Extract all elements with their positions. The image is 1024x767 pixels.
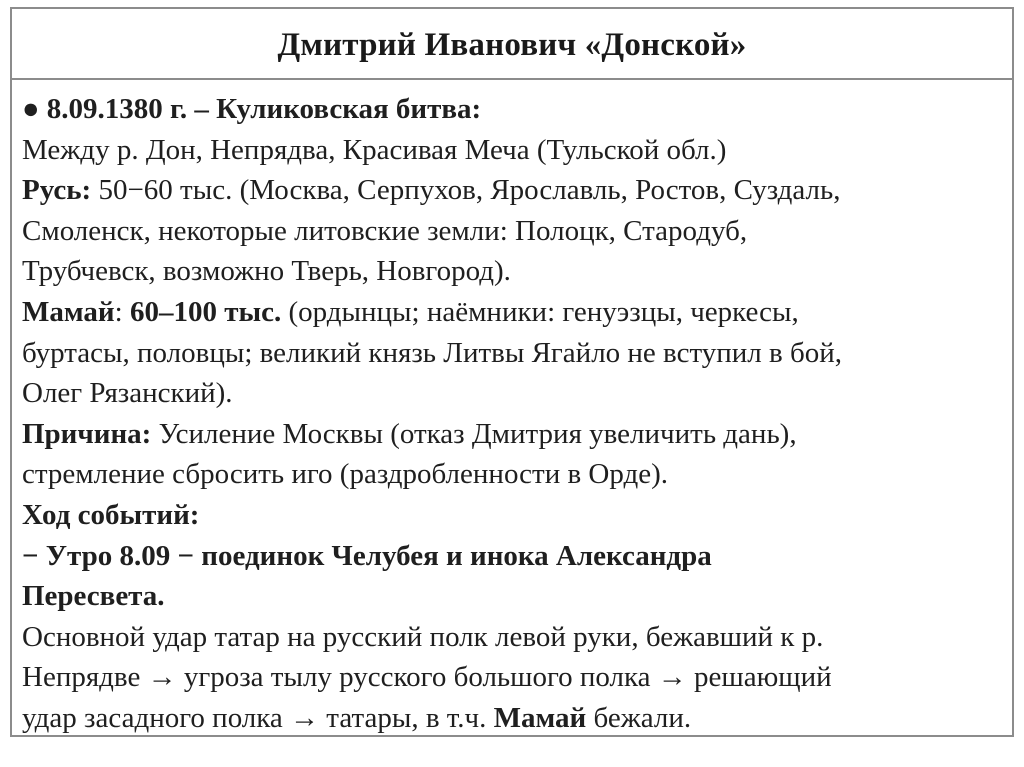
text-line xyxy=(22,373,1002,414)
text-segment: (ордынцы; наёмники: генуэзцы, черкесы, xyxy=(281,295,799,328)
text-segment: удар засадного полка → татары, в т.ч. xyxy=(22,701,494,734)
text-line xyxy=(22,495,1002,536)
title-cell xyxy=(12,9,1012,80)
bold-text: ● 8.09.1380 г. – Куликовская битва: xyxy=(22,93,482,125)
text-segment: Основной удар татар на русский полк левой руки, бежавший к р. xyxy=(22,620,824,653)
text-line xyxy=(22,698,1002,739)
text-segment: Смоленск, некоторые литовские земли: Полоцк, Стародуб, xyxy=(22,214,748,247)
text-line xyxy=(22,657,1002,698)
bold-text: Мамай xyxy=(493,701,587,734)
text-line xyxy=(22,617,1002,658)
bold-text: Пересвета. xyxy=(22,580,165,613)
text-segment: стремление сбросить иго (раздробленности в Орде). xyxy=(22,458,669,491)
content-cell xyxy=(12,80,1012,739)
bold-text: Мамай xyxy=(22,295,115,328)
text-segment: буртасы, половцы; великий князь Литвы Ягайло не вступил в бой, xyxy=(22,336,842,369)
text-line xyxy=(22,576,1002,617)
text-line xyxy=(22,454,1002,495)
text-segment: Трубчевск, возможно Тверь, Новгород). xyxy=(22,255,511,288)
text-line xyxy=(22,211,1002,252)
text-segment: Усиление Москвы (отказ Дмитрия увеличить дань), xyxy=(151,417,797,450)
text-line xyxy=(22,251,1002,292)
bold-text: Ход событий: xyxy=(22,498,200,531)
text-line xyxy=(22,89,1002,130)
table-frame xyxy=(10,7,1014,737)
text-segment: Между р. Дон, Непрядва, Красивая Меча (Тульской обл.) xyxy=(22,133,727,166)
text-line xyxy=(22,292,1002,333)
text-segment: Непрядве → угроза тылу русского большого полка → решающий xyxy=(22,661,832,694)
bold-text: Русь: xyxy=(22,174,92,207)
bold-text: − Утро 8.09 − поединок Челубея и инока Александра xyxy=(22,539,712,572)
text-line xyxy=(22,333,1002,374)
text-line xyxy=(22,536,1002,577)
page-title: Дмитрий Иванович «Донской» xyxy=(277,27,747,63)
text-segment: Олег Рязанский). xyxy=(22,377,233,410)
text-segment: : xyxy=(114,295,130,328)
bold-text: 60–100 тыс. xyxy=(129,295,282,328)
text-line xyxy=(22,130,1002,171)
bold-text: Причина: xyxy=(22,417,152,450)
text-segment: 50−60 тыс. (Москва, Серпухов, Ярославль, Ростов, Суздаль, xyxy=(91,174,841,207)
text-segment: бежали. xyxy=(586,701,692,734)
text-line xyxy=(22,414,1002,455)
text-line xyxy=(22,170,1002,211)
